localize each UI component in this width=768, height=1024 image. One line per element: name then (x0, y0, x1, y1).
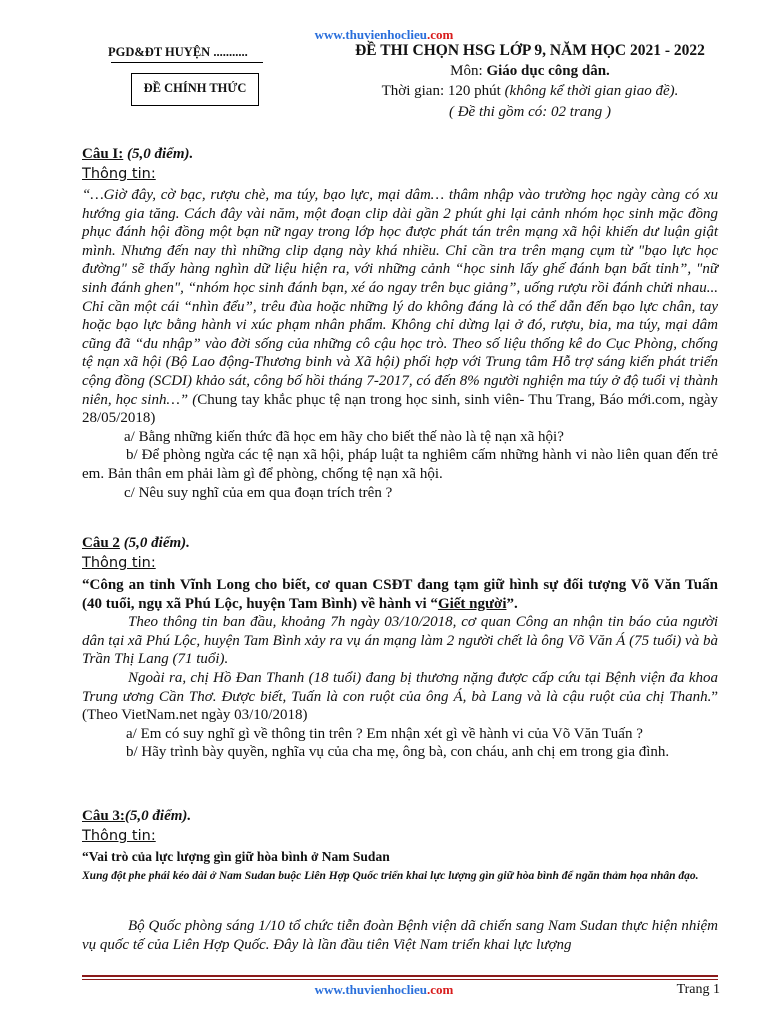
question-2-part-a: a/ Em có suy nghĩ gì về thông tin trên ? Em nhận xét gì về hành vi của Võ Văn Tuấn ? (126, 725, 643, 742)
site-name: www.thuvienhoclieu (314, 27, 427, 42)
time-label: Thời gian: 120 phút (381, 83, 505, 99)
official-badge: ĐỀ CHÍNH THỨC (131, 73, 259, 106)
time-note: (không kể thời gian giao đề). (504, 83, 679, 99)
site-footer-link[interactable]: www.thuvienhoclieu.com (314, 982, 454, 997)
subject-value: Giáo dục công dân. (486, 63, 610, 79)
department-underline (111, 62, 263, 63)
footer-rule-thin (82, 979, 718, 980)
question-2-headline-emphasis: Giết người (437, 595, 507, 612)
question-1-title (82, 146, 193, 163)
question-2-source: ” (Theo VietNam.net ngày 03/10/2018) (82, 688, 718, 724)
question-2-title (82, 535, 190, 552)
question-3-paragraph-1: Bộ Quốc phòng sáng 1/10 tổ chức tiễn đoàn Bệnh viện dã chiến sang Nam Sudan thực hiện nhiệm vụ quốc tế của Liên Hợp Quốc. Đây là lần đầu tiên Việt Nam triển khai lực lượng (82, 918, 718, 953)
question-2-headline: “Công an tỉnh Vĩnh Long cho biết, cơ quan CSĐT đang tạm giữ hình sự đối tượng Võ Văn Tuấn (40 tuổi, ngụ xã Phú Lộc, huyện Tam Bình) về hành vi “Giết người”. (82, 577, 718, 612)
question-1-number: Câu I: (82, 146, 124, 162)
exam-subject (300, 63, 760, 80)
question-2-paragraph-2: Ngoài ra, chị Hồ Đan Thanh (18 tuổi) đang bị thương nặng được cấp cứu tại Bệnh viện đa khoa Trung ương Cần Thơ. Được biết, Tuấn là con ruột của ông Á, bà Lang và là cậu ruột của chị Thanh.” (Theo VietNam.net ngày 03/10/2018) (82, 669, 718, 724)
question-1-quote: “…Giờ đây, cờ bạc, rượu chè, ma túy, bạo lực, mại dâm… thâm nhập vào trường học ngày càng có xu hướng gia tăng. Cách đây vài năm, một đoạn clip dài gần 2 phút ghi lại cảnh nhóm học sinh mặc đồng phục đánh hội đồng một bạn nữ ngay trong lớp học được phát tán trên mạng xã hội khiến dư luận giật mình. Nhưng đến nay thì những clip dạng này khá nhiều. Chỉ cần tra trên mạng cụm từ "bạo lực học đường" sẽ thấy hàng nghìn dữ liệu hiện ra, với những cảnh “học sinh lấy ghế đánh bạn bất tỉnh”, "nữ sinh đánh ghen", “nhóm học sinh đánh bạn, xé áo ngay trên bục giảng”, uống rượu rồi đánh chửi nhau... Chỉ cần một cái “nhìn đểu”, trêu đùa hoặc những lý do không đáng là có thể dẫn đến bạo lực chân, tay hoặc bạo lực bằng hành vi xúc phạm nhân phẩm. Không chỉ dừng lại ở đó, rượu, bia, ma túy, mại dâm cũng đã “du nhập” vào đời sống của những cô cậu học trò. Theo số liệu thống kê do Cục Phòng, chống tệ nạn xã hội (Bộ Lao động-Thương binh và Xã hội) phối hợp với Trung tâm Hỗ trợ sáng kiến phát triển cộng đồng (SCDI) khảo sát, công bố hồi tháng 7-2017, có đến 8% người nghiện ma túy ở độ tuổi vị thành niên, học sinh…” ( (82, 187, 718, 408)
question-1-source: Chung tay khắc phục tệ nạn trong học sinh, sinh viên- Thu Trang, Báo mới.com, ngày 28/05/2018) (82, 391, 718, 427)
department-label: PGD&ĐT HUYỆN ........... (108, 45, 248, 59)
page-number: Trang 1 (676, 982, 720, 997)
question-2-part-b: b/ Hãy trình bày quyền, nghĩa vụ của cha mẹ, ông bà, con cháu, anh chị em trong gia đình. (126, 744, 670, 761)
footer-rule-thick (82, 975, 718, 977)
question-2-score: (5,0 điểm). (119, 535, 190, 551)
exam-pages-note: ( Đề thi gồm có: 02 trang ) (448, 104, 612, 120)
question-1-body (82, 186, 718, 502)
subject-label: Môn: (450, 63, 487, 79)
exam-title: ĐỀ THI CHỌN HSG LỚP 9, NĂM HỌC 2021 - 2022 (355, 42, 705, 59)
question-3-headline: “Vai trò của lực lượng gìn giữ hòa bình ở Nam Sudan (82, 849, 390, 864)
question-1-part-a: a/ Bằng những kiến thức đã học em hãy cho biết thế nào là tệ nạn xã hội? (124, 428, 564, 445)
question-2-number: Câu 2 (82, 535, 120, 551)
question-1-part-c: c/ Nêu suy nghĩ của em qua đoạn trích trên ? (124, 484, 393, 501)
site-tld: .com (426, 27, 454, 42)
question-3-title (82, 808, 191, 825)
exam-time (300, 83, 760, 100)
question-2-paragraph-1: Theo thông tin ban đầu, khoảng 7h ngày 03/10/2018, cơ quan Công an nhận tin báo của người dân tại xã Phú Lộc, huyện Tam Bình xảy ra vụ án mạng làm 2 người chết là ông Võ Văn Á (75 tuổi) và bà Trần Thị Lang (71 tuổi). (82, 614, 718, 668)
question-3-score: (5,0 điểm). (124, 808, 192, 824)
question-1-score: (5,0 điểm). (123, 146, 194, 162)
question-3-subheadline: Xung đột phe phái kéo dài ở Nam Sudan buộc Liên Hợp Quốc triển khai lực lượng gìn giữ hòa bình để ngăn thảm họa nhân đạo. (82, 870, 699, 882)
question-3-number: Câu 3: (82, 808, 125, 824)
question-1-part-b: b/ Để phòng ngừa các tệ nạn xã hội, pháp luật ta nghiêm cấm những hành vi nào liên quan đến trẻ em. Bản thân em phải làm gì để phòng, chống tệ nạn xã hội. (82, 447, 718, 482)
question-2-info-label: Thông tin: (82, 555, 156, 571)
question-2-body (82, 576, 718, 762)
question-3-info-label: Thông tin: (82, 828, 156, 844)
question-1-info-label: Thông tin: (82, 166, 156, 182)
site-header-link[interactable] (0, 27, 768, 43)
